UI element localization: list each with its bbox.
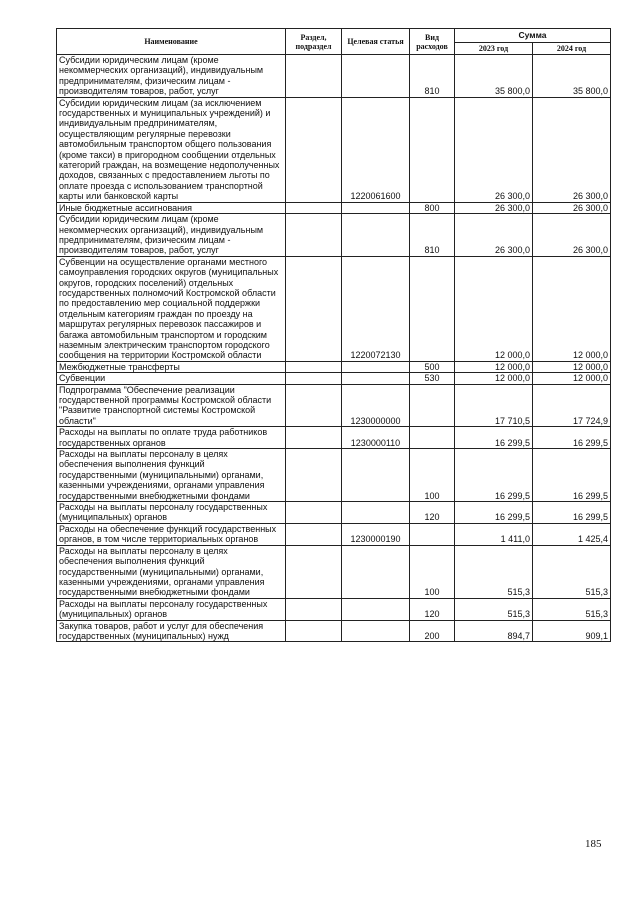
row-name: Расходы на выплаты персоналу в целях обеспечения выполнения функций государственными (муниципальными) органами, казенными учреждениями, органами управления государственными внебюджетными фондами — [57, 449, 286, 502]
row-sum-2023: 12 000,0 — [455, 256, 533, 361]
table-header — [57, 29, 611, 55]
row-type: 100 — [410, 449, 455, 502]
row-type: 530 — [410, 373, 455, 384]
row-section — [286, 523, 342, 545]
row-name: Субвенции — [57, 373, 286, 384]
row-sum-2024: 16 299,5 — [533, 449, 611, 502]
row-sum-2023: 17 710,5 — [455, 384, 533, 427]
table-row — [57, 97, 611, 202]
row-sum-2024: 16 299,5 — [533, 427, 611, 449]
row-sum-2024: 515,3 — [533, 598, 611, 620]
row-target — [342, 449, 410, 502]
row-name: Субсидии юридическим лицам (за исключением государственных и муниципальных учреждений) и индивидуальным предпринимателям, осуществляющим регулярные перевозки автомобильным транспортом общего пользования (кроме такси) в пригородном сообщении отдельных категорий граждан, на возмещение недополученных доходов, связанных с предоставлением льготы по оплате проезда с использованием транспортной карты или банковской карты — [57, 97, 286, 202]
row-section — [286, 384, 342, 427]
row-target: 1220061600 — [342, 97, 410, 202]
row-type — [410, 256, 455, 361]
table-row — [57, 502, 611, 524]
row-target — [342, 598, 410, 620]
row-section — [286, 361, 342, 372]
header-year-2024: 2024 год — [533, 43, 611, 55]
row-target: 1230000000 — [342, 384, 410, 427]
header-year-2023: 2023 год — [455, 43, 533, 55]
row-sum-2023: 894,7 — [455, 620, 533, 642]
row-sum-2023: 1 411,0 — [455, 523, 533, 545]
row-section — [286, 449, 342, 502]
row-type — [410, 97, 455, 202]
row-type — [410, 523, 455, 545]
row-name: Межбюджетные трансферты — [57, 361, 286, 372]
header-section: Раздел, подраздел — [286, 29, 342, 55]
row-sum-2024: 909,1 — [533, 620, 611, 642]
row-sum-2023: 12 000,0 — [455, 373, 533, 384]
row-target — [342, 214, 410, 257]
row-section — [286, 545, 342, 598]
row-sum-2024: 26 300,0 — [533, 97, 611, 202]
row-section — [286, 373, 342, 384]
row-sum-2024: 35 800,0 — [533, 55, 611, 98]
row-section — [286, 97, 342, 202]
row-name: Закупка товаров, работ и услуг для обеспечения государственных (муниципальных) нужд — [57, 620, 286, 642]
row-type: 810 — [410, 55, 455, 98]
table-body — [57, 55, 611, 642]
row-sum-2023: 515,3 — [455, 545, 533, 598]
row-type: 120 — [410, 598, 455, 620]
header-name: Наименование — [57, 29, 286, 55]
table-row — [57, 214, 611, 257]
row-section — [286, 55, 342, 98]
row-sum-2024: 12 000,0 — [533, 373, 611, 384]
row-name: Субсидии юридическим лицам (кроме некоммерческих организаций), индивидуальным предпринимателям, физическим лицам - производителям товаров, работ, услуг — [57, 214, 286, 257]
row-section — [286, 502, 342, 524]
table-row — [57, 256, 611, 361]
row-type: 810 — [410, 214, 455, 257]
table-row — [57, 202, 611, 213]
row-type: 120 — [410, 502, 455, 524]
row-section — [286, 202, 342, 213]
row-sum-2023: 26 300,0 — [455, 97, 533, 202]
row-target — [342, 373, 410, 384]
table-row — [57, 373, 611, 384]
row-target — [342, 361, 410, 372]
row-sum-2024: 1 425,4 — [533, 523, 611, 545]
row-section — [286, 427, 342, 449]
row-name: Субсидии юридическим лицам (кроме некоммерческих организаций), индивидуальным предпринимателям, физическим лицам - производителям товаров, работ, услуг — [57, 55, 286, 98]
row-section — [286, 620, 342, 642]
header-target: Целевая статья — [342, 29, 410, 55]
row-target: 1230000190 — [342, 523, 410, 545]
header-sum: Сумма — [455, 29, 611, 43]
table-row — [57, 449, 611, 502]
row-type: 500 — [410, 361, 455, 372]
row-name: Расходы на выплаты персоналу в целях обеспечения выполнения функций государственными (муниципальными) органами, казенными учреждениями, органами управления государственными внебюджетными фондами — [57, 545, 286, 598]
row-sum-2024: 26 300,0 — [533, 214, 611, 257]
header-type: Вид расходов — [410, 29, 455, 55]
table-row — [57, 361, 611, 372]
table-row — [57, 427, 611, 449]
row-target: 1230000110 — [342, 427, 410, 449]
row-sum-2023: 35 800,0 — [455, 55, 533, 98]
row-target — [342, 55, 410, 98]
row-section — [286, 598, 342, 620]
row-section — [286, 256, 342, 361]
row-sum-2023: 26 300,0 — [455, 214, 533, 257]
row-name: Субвенции на осуществление органами местного самоуправления городских округов (муниципальных округов, городских поселений) отдельных государственных полномочий Костромской области по предоставлению мер социальной поддержки отдельным категориям граждан по проезду на маршрутах регулярных перевозок пассажиров и багажа автомобильным транспортом и городским наземным электрическим транспортом городского сообщения на территории Костромской области — [57, 256, 286, 361]
table-row — [57, 620, 611, 642]
row-target — [342, 202, 410, 213]
row-name: Расходы на выплаты персоналу государственных (муниципальных) органов — [57, 502, 286, 524]
row-sum-2023: 16 299,5 — [455, 502, 533, 524]
table-row — [57, 55, 611, 98]
row-type: 800 — [410, 202, 455, 213]
row-sum-2024: 12 000,0 — [533, 256, 611, 361]
table-row — [57, 598, 611, 620]
row-type — [410, 384, 455, 427]
table-row — [57, 384, 611, 427]
row-name: Подпрограмма "Обеспечение реализации государственной программы Костромской области "Развитие транспортной системы Костромской области" — [57, 384, 286, 427]
row-sum-2024: 515,3 — [533, 545, 611, 598]
row-name: Расходы на выплаты персоналу государственных (муниципальных) органов — [57, 598, 286, 620]
row-name: Расходы на выплаты по оплате труда работников государственных органов — [57, 427, 286, 449]
row-target — [342, 620, 410, 642]
row-sum-2024: 16 299,5 — [533, 502, 611, 524]
row-target — [342, 502, 410, 524]
row-target: 1220072130 — [342, 256, 410, 361]
row-sum-2023: 515,3 — [455, 598, 533, 620]
row-sum-2024: 26 300,0 — [533, 202, 611, 213]
table-row — [57, 545, 611, 598]
row-sum-2024: 12 000,0 — [533, 361, 611, 372]
row-section — [286, 214, 342, 257]
row-type: 200 — [410, 620, 455, 642]
row-sum-2023: 16 299,5 — [455, 449, 533, 502]
table-row — [57, 523, 611, 545]
row-sum-2023: 12 000,0 — [455, 361, 533, 372]
row-sum-2024: 17 724,9 — [533, 384, 611, 427]
row-type — [410, 427, 455, 449]
row-type: 100 — [410, 545, 455, 598]
row-sum-2023: 16 299,5 — [455, 427, 533, 449]
page-number: 185 — [585, 838, 602, 850]
row-target — [342, 545, 410, 598]
row-sum-2023: 26 300,0 — [455, 202, 533, 213]
row-name: Расходы на обеспечение функций государственных органов, в том числе территориальных органов — [57, 523, 286, 545]
row-name: Иные бюджетные ассигнования — [57, 202, 286, 213]
budget-table — [56, 28, 611, 642]
